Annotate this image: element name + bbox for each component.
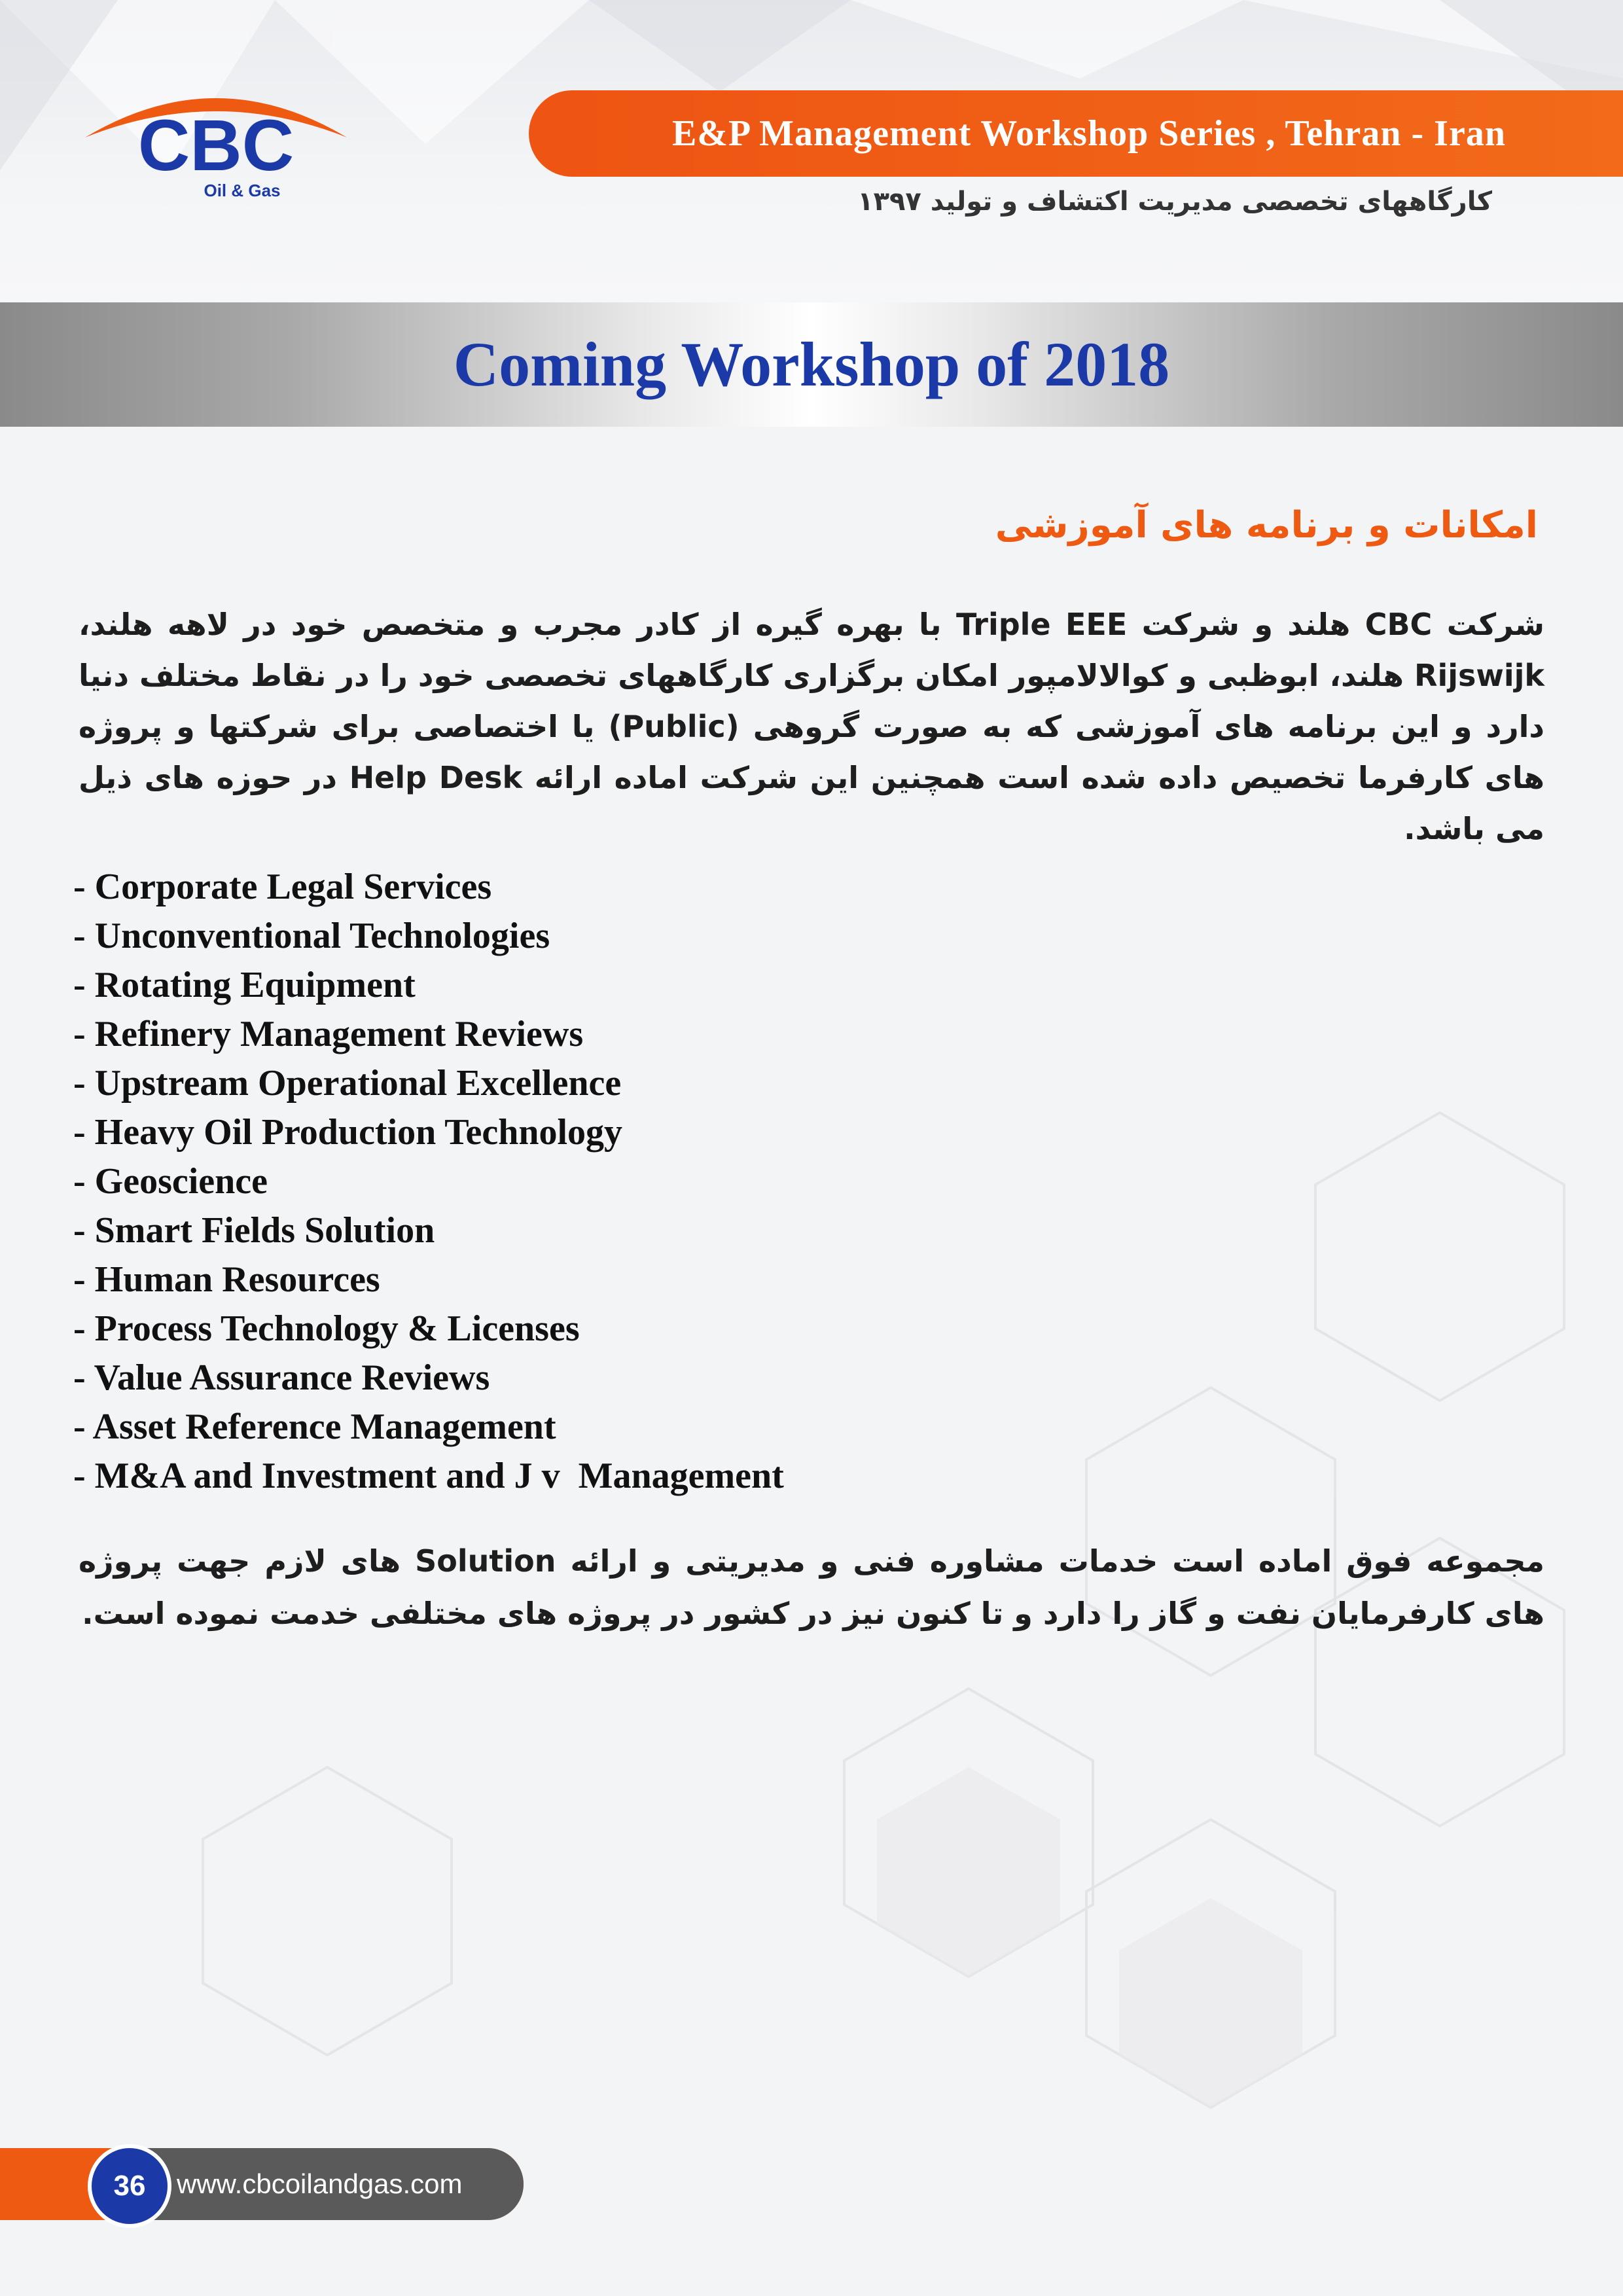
banner-title: Coming Workshop of 2018 (453, 329, 1170, 399)
list-item: - Process Technology & Licenses (73, 1308, 580, 1349)
list-item: - Geoscience (73, 1161, 268, 1202)
header-title-bar (529, 90, 1623, 177)
list-item: - Smart Fields Solution (73, 1210, 435, 1251)
outro-paragraph: مجموعه فوق اماده است خدمات مشاوره فنی و مدیریتی و ارائه Solution های لازم جهت پروژه های کارفرمایان نفت و گاز را دارد و تا کنون نیز در کشور در پروژه های مختلفی خدمت نموده است. (79, 1543, 1544, 1631)
list-item: - Value Assurance Reviews (73, 1357, 490, 1398)
banner (0, 302, 1623, 427)
website-link[interactable]: www.cbcoilandgas.com (177, 2168, 463, 2199)
list-item: - Corporate Legal Services (73, 867, 492, 907)
section-heading: امکانات و برنامه های آموزشی (995, 504, 1538, 547)
header-title: E&P Management Workshop Series , Tehran - Iran (672, 113, 1506, 154)
header-subtitle: کارگاههای تخصصی مدیریت اکتشاف و تولید ۱۳۹۷ (857, 187, 1492, 217)
list-item: - Human Resources (73, 1259, 380, 1300)
list-item: - Rotating Equipment (73, 965, 416, 1005)
list-item: - Refinery Management Reviews (73, 1014, 584, 1054)
intro-paragraph: شرکت CBC هلند و شرکت Triple EEE با بهره گیره از کادر مجرب و متخصص خود در لاهه هلند، Rijswijk هلند، ابوظبی و کوالالامپور امکان برگزاری کارگاههای تخصصی خود را در نقاط مختلف دنیا دارد و این برنامه های آموزشی که به صورت گروهی (Public) یا اختصاصی برای شرکتها و پروژه های کارفرما تخصیص داده شده است همچنین این شرکت اماده ارائه Help Desk در حوزه های ذیل می باشد. (79, 607, 1544, 846)
logo-brand-text: CBC (137, 105, 294, 186)
services-list (73, 863, 784, 1501)
list-item: - M&A and Investment and J v Management (73, 1456, 784, 1496)
page-number: 36 (88, 2144, 171, 2228)
list-item: - Heavy Oil Production Technology (73, 1112, 623, 1153)
list-item: - Unconventional Technologies (73, 916, 550, 956)
list-item: - Asset Reference Management (73, 1407, 556, 1447)
cbc-logo (79, 72, 353, 203)
cbc-logo-graphic (79, 72, 353, 203)
list-item: - Upstream Operational Excellence (73, 1063, 622, 1103)
logo-tagline-text: Oil & Gas (204, 181, 281, 200)
